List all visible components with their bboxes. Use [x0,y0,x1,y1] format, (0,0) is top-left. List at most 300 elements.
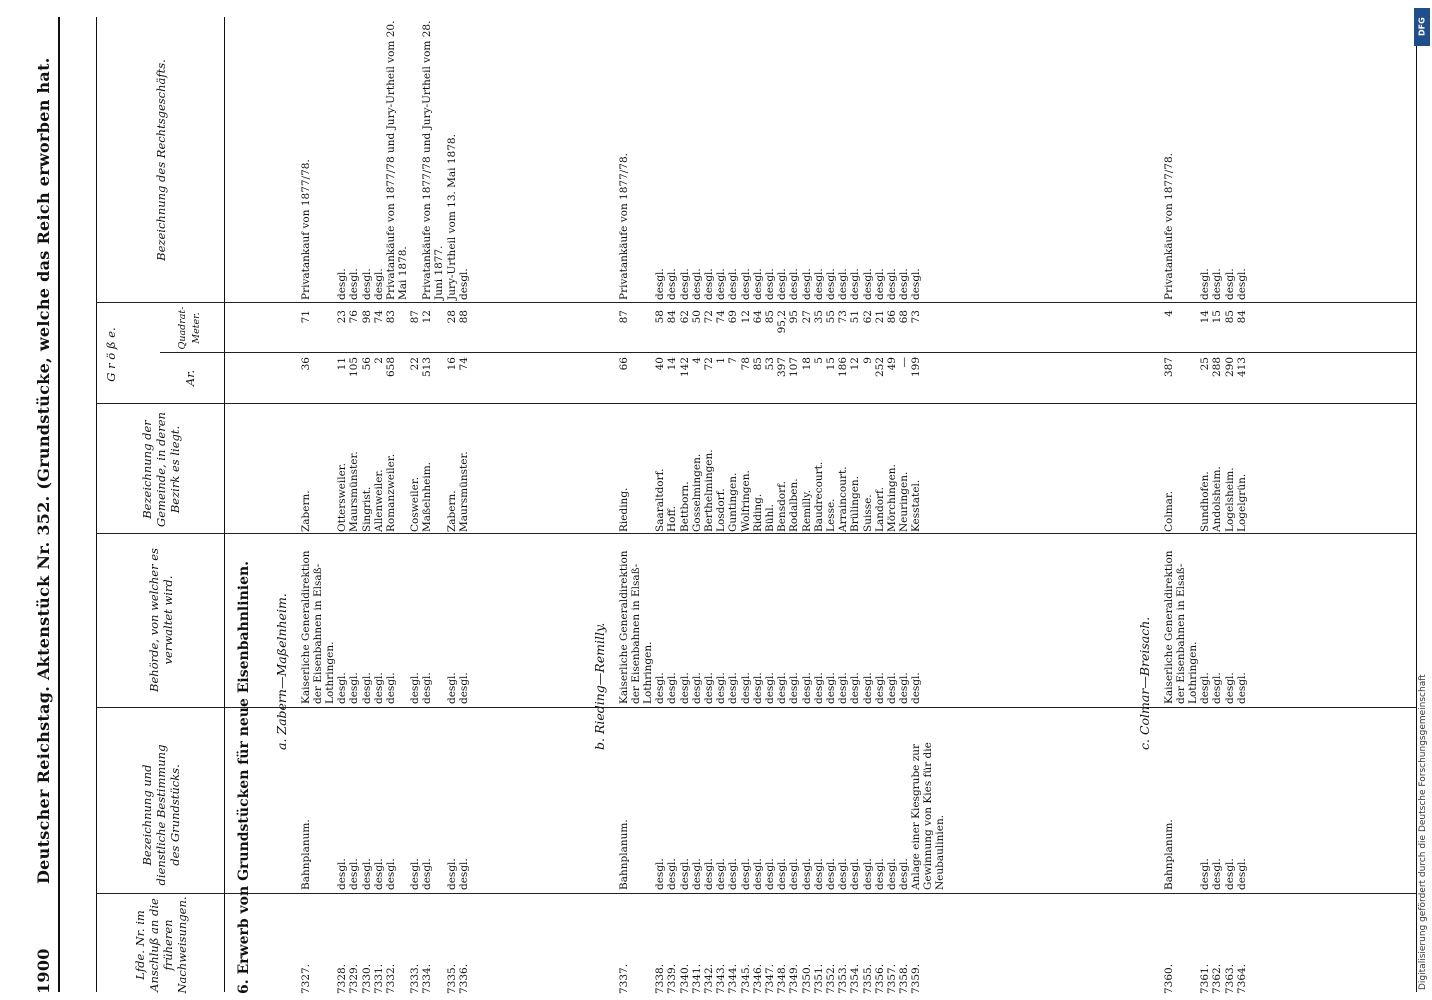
row-bezeichnung: desgl. [457,858,470,890]
table-row [727,10,739,1000]
row-bezeichnung: Bahnplanum. [618,819,630,890]
row-behoerde: desgl. [837,672,850,704]
row-number: 7333. [409,963,422,994]
row-rechtsgeschaeft: desgl. [800,268,813,300]
row-gemeinde: Sundhofen. [1199,471,1212,532]
row-gemeinde: Zabern. [300,490,312,532]
row-ar: 142 [678,357,691,378]
col-header-rechtsgeschaeft: Bezeichnung des Rechtsgeschäfts. [154,59,168,261]
row-rechtsgeschaeft: desgl. [898,268,911,300]
row-ar: 1 [715,357,728,364]
row-rechtsgeschaeft: desgl. [776,268,789,300]
table-row [679,10,691,1000]
row-number: 7340. [678,963,691,994]
row-gemeinde: Bettborn. [678,481,691,532]
row-behoerde: desgl. [409,672,422,704]
table-row [458,10,470,1000]
col-header-bezeichnung: Bezeichnung und dienstliche Bestimmung des Grundstücks. [140,744,182,886]
row-behoerde: desgl. [372,672,385,704]
row-number: 7338. [654,963,667,994]
row-qm: 15 [1211,310,1224,324]
row-gemeinde: Lesse. [825,498,837,532]
section-number: 6. [236,979,252,994]
row-rechtsgeschaeft: desgl. [788,268,801,300]
row-behoerde: desgl. [360,672,373,704]
row-bezeichnung: desgl. [421,858,434,890]
table-row [1224,10,1236,1000]
row-qm: 84 [1235,310,1248,324]
row-gemeinde: Rieding. [618,487,630,532]
row-behoerde: desgl. [1199,672,1212,704]
table-bottom-rule [1416,17,1417,992]
row-rechtsgeschaeft: desgl. [1199,268,1212,300]
row-bezeichnung: desgl. [678,858,691,890]
row-rechtsgeschaeft: Jury-Urtheil vom 13. Mai 1878. [445,134,458,300]
block-subtitle: b. Rieding—Remilly. [592,622,607,750]
row-behoerde: desgl. [1211,672,1224,704]
row-ar: 40 [654,357,667,371]
table-row [825,10,837,1000]
row-number: 7358. [898,963,911,994]
row-number: 7351. [812,963,825,994]
row-bezeichnung: desgl. [336,858,349,890]
row-ar: 72 [703,357,715,371]
row-ar: 4 [690,357,703,364]
row-qm: 95 [788,310,801,324]
header-rule [58,17,60,992]
row-qm: 62 [678,310,691,324]
row-ar: 252 [873,357,886,378]
row-ar: 288 [1211,357,1224,378]
row-qm: 98 [360,310,373,324]
row-bezeichnung: desgl. [703,858,715,890]
col-header-gemeinde: Bezeichnung der Gemeinde, in deren Bezirk es liegt. [140,412,182,527]
table-row [421,10,446,1000]
row-gemeinde: Bühl. [764,504,776,532]
row-ar: 12 [849,357,862,371]
row-gemeinde: Losdorf. [715,488,728,532]
row-gemeinde: Andolsheim. [1211,466,1224,532]
table-row [691,10,703,1000]
row-ar: 5 [812,357,825,364]
row-bezeichnung: desgl. [861,858,874,890]
row-number: 7354. [849,963,862,994]
table-header-rule [224,17,225,992]
row-bezeichnung: desgl. [1211,858,1224,890]
table-row [886,10,898,1000]
row-rechtsgeschaeft: desgl. [372,268,385,300]
table-top-rule [96,17,97,992]
row-qm: 12 [739,310,752,324]
row-rechtsgeschaeft: desgl. [336,268,349,300]
row-bezeichnung: desgl. [849,858,862,890]
row-behoerde: desgl. [886,672,898,704]
row-bezeichnung: Bahnplanum. [300,819,312,890]
row-number: 7363. [1223,963,1236,994]
table-row [618,10,654,1000]
table-row [1199,10,1211,1000]
row-ar: 186 [837,357,850,378]
row-gemeinde: Gosselmingen. [690,453,703,532]
row-bezeichnung: desgl. [800,858,813,890]
row-qm: 87 [409,310,422,324]
row-ar: 78 [739,357,752,371]
row-ar: 16 [445,357,458,371]
col-header-nr: Lfde. Nr. im Anschluß an die früheren Nachweisungen. [133,896,189,994]
row-bezeichnung: desgl. [654,858,667,890]
row-behoerde: desgl. [776,672,789,704]
row-gemeinde: Mörchingen. [886,464,898,532]
row-gemeinde: Romanzweiler. [385,453,397,532]
row-qm: 87 [618,310,630,324]
row-number: 7348. [776,963,789,994]
row-number: 7357. [886,963,898,994]
row-ar: 53 [764,357,776,371]
row-qm: 88 [457,310,470,324]
row-rechtsgeschaeft: Privatankäufe von 1877/78 und Jury-Urtheil vom 20. Mai 1878. [385,20,409,300]
row-number: 7355. [861,963,874,994]
table-row [813,10,825,1000]
row-bezeichnung: desgl. [776,858,789,890]
table-row [300,10,336,1000]
table-row [446,10,458,1000]
row-qm: 85 [764,310,776,324]
row-bezeichnung: desgl. [715,858,728,890]
row-rechtsgeschaeft: desgl. [360,268,373,300]
row-number: 7337. [618,963,630,994]
row-rechtsgeschaeft: desgl. [837,268,850,300]
dfg-logo: DFG [1414,8,1430,46]
row-qm: 85 [1223,310,1236,324]
row-behoerde: desgl. [457,672,470,704]
table-row [373,10,385,1000]
table-row [336,10,348,1000]
running-title: Deutscher Reichstag. Aktenstück Nr. 352. (Grundstücke, welche das Reich erworben hat. [34,57,53,884]
row-ar: 513 [421,357,434,378]
row-behoerde: desgl. [1235,672,1248,704]
row-number: 7330. [360,963,373,994]
row-bezeichnung: desgl. [1199,858,1212,890]
row-gemeinde: Colmar. [1163,490,1175,532]
table-row [776,10,788,1000]
table-row [1211,10,1223,1000]
row-behoerde: desgl. [1223,672,1236,704]
row-bezeichnung: desgl. [751,858,764,890]
row-number: 7334. [421,963,434,994]
row-gemeinde: Suisse. [861,494,874,532]
table-row [666,10,678,1000]
row-rechtsgeschaeft: desgl. [348,268,361,300]
row-bezeichnung: desgl. [788,858,801,890]
row-number: 7347. [764,963,776,994]
row-behoerde: desgl. [812,672,825,704]
row-rechtsgeschaeft: desgl. [751,268,764,300]
row-behoerde: Kaiserliche Generaldirektion der Eisenbahnen in Elsaß-Lothringen. [300,550,336,704]
row-qm: 28 [445,310,458,324]
row-behoerde: desgl. [336,672,349,704]
col-header-behoerde: Behörde, von welcher es verwaltet wird. [147,548,175,692]
row-gemeinde: Baudrecourt. [812,461,825,532]
row-number: 7360. [1163,963,1175,994]
row-ar: 7 [727,357,740,364]
row-ar: 36 [300,357,312,371]
table-row [740,10,752,1000]
row-qm: 72 [703,310,715,324]
row-qm: 50 [690,310,703,324]
row-number: 7346. [751,963,764,994]
row-ar: 413 [1235,357,1248,378]
row-behoerde: desgl. [715,672,728,704]
row-ar: 105 [348,357,361,378]
row-number: 7331. [372,963,385,994]
row-gemeinde: Neuringen. [898,471,911,532]
row-behoerde: desgl. [385,672,397,704]
table-row [1163,10,1199,1000]
row-behoerde: desgl. [910,672,923,704]
row-number: 7335. [445,963,458,994]
row-rechtsgeschaeft: Privatankauf von 1877/78. [300,159,312,300]
page-number: 1900 [34,948,53,994]
row-ar: 66 [618,357,630,371]
row-ar: 22 [409,357,422,371]
row-number: 7356. [873,963,886,994]
row-ar: 25 [1199,357,1212,371]
row-ar: 387 [1163,357,1175,378]
row-qm: 12 [421,310,434,324]
row-behoerde: desgl. [861,672,874,704]
row-rechtsgeschaeft: Privatankäufe von 1877/78. [1163,152,1175,300]
row-number: 7328. [336,963,349,994]
row-bezeichnung: desgl. [360,858,373,890]
row-qm: 74 [715,310,728,324]
row-behoerde: desgl. [825,672,837,704]
row-bezeichnung: desgl. [812,858,825,890]
row-rechtsgeschaeft: desgl. [703,268,715,300]
row-qm: 84 [666,310,679,324]
row-behoerde: Kaiserliche Generaldirektion der Eisenbahnen in Elsaß-Lothringen. [618,550,654,704]
table-row [874,10,886,1000]
row-bezeichnung: Anlage einer Kiesgrube zur Gewinnung von Kies für die Neubaulinien. [910,742,947,890]
table-row [788,10,800,1000]
row-qm: 71 [300,310,312,324]
row-gemeinde: Landorf. [873,487,886,532]
row-bezeichnung: desgl. [898,858,911,890]
row-bezeichnung: desgl. [825,858,837,890]
row-behoerde: desgl. [727,672,740,704]
table-row [409,10,421,1000]
row-qm: 64 [751,310,764,324]
row-rechtsgeschaeft: desgl. [678,268,691,300]
row-number: 7343. [715,963,728,994]
row-number: 7344. [727,963,740,994]
row-bezeichnung: desgl. [727,858,740,890]
row-ar: 658 [385,357,397,378]
row-ar: 107 [788,357,801,378]
row-ar: 290 [1223,357,1236,378]
row-qm: 55 [825,310,837,324]
row-qm: 58 [654,310,667,324]
row-rechtsgeschaeft: desgl. [886,268,898,300]
col-header-qm: Quadrat-Meter. [177,306,202,350]
row-qm: 23 [336,310,349,324]
row-gemeinde: Brülingen. [849,475,862,532]
row-behoerde: desgl. [739,672,752,704]
row-number: 7339. [666,963,679,994]
row-gemeinde: Saaraltdorf. [654,468,667,532]
row-gemeinde: Hoff. [666,506,679,532]
row-ar: 15 [825,357,837,371]
table-row [654,10,666,1000]
row-behoerde: desgl. [898,672,911,704]
table-row [801,10,813,1000]
row-bezeichnung: desgl. [409,858,422,890]
row-behoerde: desgl. [348,672,361,704]
row-behoerde: desgl. [788,672,801,704]
row-rechtsgeschaeft: desgl. [739,268,752,300]
table-row [703,10,715,1000]
row-behoerde: desgl. [849,672,862,704]
row-behoerde: desgl. [690,672,703,704]
row-behoerde: desgl. [678,672,691,704]
row-rechtsgeschaeft: desgl. [910,268,923,300]
table-row [1236,10,1248,1000]
row-rechtsgeschaeft: desgl. [715,268,728,300]
section-heading: Erwerb von Grundstücken für neue Eisenbahnlinien. [236,560,252,975]
table-row [385,10,409,1000]
row-rechtsgeschaeft: desgl. [825,268,837,300]
col-header-groesse: G r ö ß e. [104,327,118,382]
row-ar: 199 [910,357,923,378]
row-bezeichnung: desgl. [372,858,385,890]
row-qm: 68 [898,310,911,324]
row-gemeinde: Maursmünster. [457,451,470,532]
row-rechtsgeschaeft: desgl. [812,268,825,300]
row-behoerde: desgl. [445,672,458,704]
row-number: 7329. [348,963,361,994]
row-bezeichnung: Bahnplanum. [1163,819,1175,890]
row-rechtsgeschaeft: desgl. [873,268,886,300]
row-qm: 83 [385,310,397,324]
row-bezeichnung: desgl. [385,858,397,890]
row-gemeinde: Kesstatel. [910,479,923,532]
row-bezeichnung: desgl. [837,858,850,890]
block-subtitle: c. Colmar—Breisach. [1137,616,1152,750]
row-gemeinde: Berthelmingen. [703,449,715,532]
row-bezeichnung: desgl. [690,858,703,890]
row-behoerde: desgl. [666,672,679,704]
row-ar: 74 [457,357,470,371]
row-rechtsgeschaeft: desgl. [1211,268,1224,300]
row-gemeinde: Ottersweiler. [336,462,349,532]
row-qm: 62 [861,310,874,324]
row-number: 7350. [800,963,813,994]
row-bezeichnung: desgl. [445,858,458,890]
section-title [236,561,252,994]
row-ar: — [898,357,911,368]
row-number: 7342. [703,963,715,994]
row-gemeinde: Remilly. [800,489,813,532]
row-gemeinde: Logelgrün. [1235,473,1248,532]
row-qm: 86 [886,310,898,324]
table-row [348,10,360,1000]
row-gemeinde: Arraincourt. [837,466,850,532]
row-qm: 69 [727,310,740,324]
table-row [910,10,947,1000]
row-behoerde: desgl. [800,672,813,704]
row-rechtsgeschaeft: desgl. [1223,268,1236,300]
row-rechtsgeschaeft: desgl. [666,268,679,300]
table-row [862,10,874,1000]
row-gemeinde: Allenweiler. [372,469,385,532]
row-gemeinde: Maursmünster. [348,451,361,532]
row-qm: 76 [348,310,361,324]
row-ar: 397 [776,357,789,378]
row-behoerde: Kaiserliche Generaldirektion der Eisenbahnen in Elsaß-Lothringen. [1163,550,1199,704]
row-qm: 51 [849,310,862,324]
row-number: 7327. [300,963,312,994]
row-behoerde: desgl. [873,672,886,704]
row-rechtsgeschaeft: desgl. [690,268,703,300]
row-rechtsgeschaeft: desgl. [764,268,776,300]
row-number: 7345. [739,963,752,994]
row-number: 7353. [837,963,850,994]
table-row [849,10,861,1000]
row-rechtsgeschaeft: desgl. [849,268,862,300]
row-number: 7362. [1211,963,1224,994]
row-gemeinde: Wolfringen. [739,470,752,532]
row-bezeichnung: desgl. [739,858,752,890]
block-subtitle: a. Zabern—Maßelnheim. [274,593,289,750]
row-rechtsgeschaeft: desgl. [727,268,740,300]
row-gemeinde: Maßelnheim. [421,462,434,532]
row-number: 7341. [690,963,703,994]
row-rechtsgeschaeft: Privatankäufe von 1877/78 und Jury-Urtheil vom 28. Juni 1877. [421,20,446,300]
row-gemeinde: Cosweiler. [409,476,422,532]
row-number: 7349. [788,963,801,994]
row-ar: 11 [336,357,349,371]
row-ar: 49 [886,357,898,371]
row-bezeichnung: desgl. [348,858,361,890]
row-qm: 74 [372,310,385,324]
row-ar: 14 [666,357,679,371]
table-row [764,10,776,1000]
table-row [898,10,910,1000]
row-number: 7361. [1199,963,1212,994]
row-ar: 56 [360,357,373,371]
row-rechtsgeschaeft: desgl. [861,268,874,300]
row-rechtsgeschaeft: desgl. [457,268,470,300]
row-behoerde: desgl. [421,672,434,704]
row-bezeichnung: desgl. [1223,858,1236,890]
row-bezeichnung: desgl. [873,858,886,890]
row-qm: 27 [800,310,813,324]
row-rechtsgeschaeft: desgl. [654,268,667,300]
row-gemeinde: Bensdorf. [776,481,789,532]
row-behoerde: desgl. [654,672,667,704]
row-bezeichnung: desgl. [764,858,776,890]
row-qm: 73 [910,310,923,324]
row-ar: 2 [372,357,385,364]
row-rechtsgeschaeft: desgl. [1235,268,1248,300]
row-qm: 35 [812,310,825,324]
table-row [837,10,849,1000]
row-qm: 73 [837,310,850,324]
row-qm: 21 [873,310,886,324]
row-behoerde: desgl. [751,672,764,704]
row-behoerde: desgl. [703,672,715,704]
row-number: 7332. [385,963,397,994]
row-ar: 9 [861,357,874,364]
